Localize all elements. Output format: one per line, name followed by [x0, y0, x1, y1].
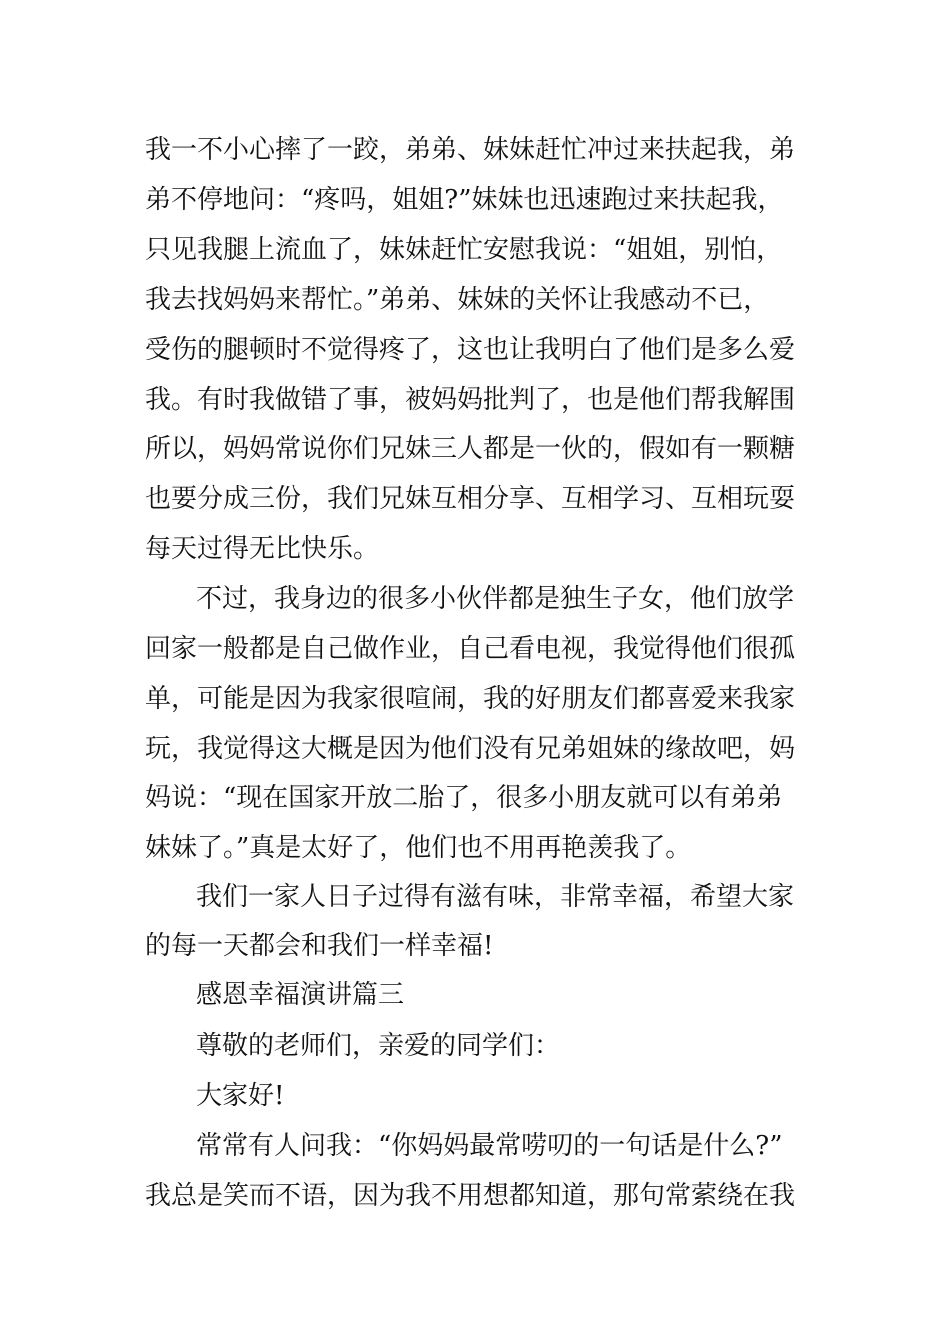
text-line: 我一不小心摔了一跤，弟弟、妹妹赶忙冲过来扶起我，弟: [145, 135, 796, 165]
salutation: 尊敬的老师们，亲爱的同学们：: [196, 1031, 561, 1061]
text-line: 每天过得无比快乐。: [145, 534, 380, 564]
text-line: 我。有时我做错了事，被妈妈批判了，也是他们帮我解围: [145, 385, 796, 415]
text-line: 回家一般都是自己做作业，自己看电视，我觉得他们很孤: [145, 634, 796, 664]
text-line: 我去找妈妈来帮忙。”弟弟、妹妹的关怀让我感动不已，: [145, 285, 770, 315]
text-line: 也要分成三份，我们兄妹互相分享、互相学习、互相玩耍: [145, 484, 796, 514]
text-line: 我总是笑而不语，因为我不用想都知道，那句常萦绕在我: [145, 1181, 796, 1211]
text-line: 的每一天都会和我们一样幸福!: [145, 931, 494, 961]
text-line: 妈说：“现在国家开放二胎了，很多小朋友就可以有弟弟: [145, 783, 783, 813]
text-line: 常常有人问我：“你妈妈最常唠叨的一句话是什么?”: [196, 1131, 783, 1161]
section-heading: 感恩幸福演讲篇三: [196, 980, 405, 1010]
text-line: 玩，我觉得这大概是因为他们没有兄弟姐妹的缘故吧，妈: [145, 734, 796, 764]
text-line: 不过，我身边的很多小伙伴都是独生子女，他们放学: [196, 584, 795, 614]
text-line: 妹妹了。”真是太好了，他们也不用再艳羡我了。: [145, 833, 692, 863]
text-line: 我们一家人日子过得有滋有味，非常幸福，希望大家: [196, 882, 795, 912]
text-line: 受伤的腿顿时不觉得疼了，这也让我明白了他们是多么爱: [145, 335, 796, 365]
text-line: 所以，妈妈常说你们兄妹三人都是一伙的，假如有一颗糖: [145, 434, 796, 464]
text-line: 弟不停地问：“疼吗，姐姐?”妹妹也迅速跑过来扶起我，: [145, 185, 784, 215]
text-line: 单，可能是因为我家很喧闹，我的好朋友们都喜爱来我家: [145, 684, 796, 714]
greeting: 大家好!: [196, 1081, 285, 1111]
text-line: 只见我腿上流血了，妹妹赶忙安慰我说：“姐姐，别怕，: [145, 235, 783, 265]
